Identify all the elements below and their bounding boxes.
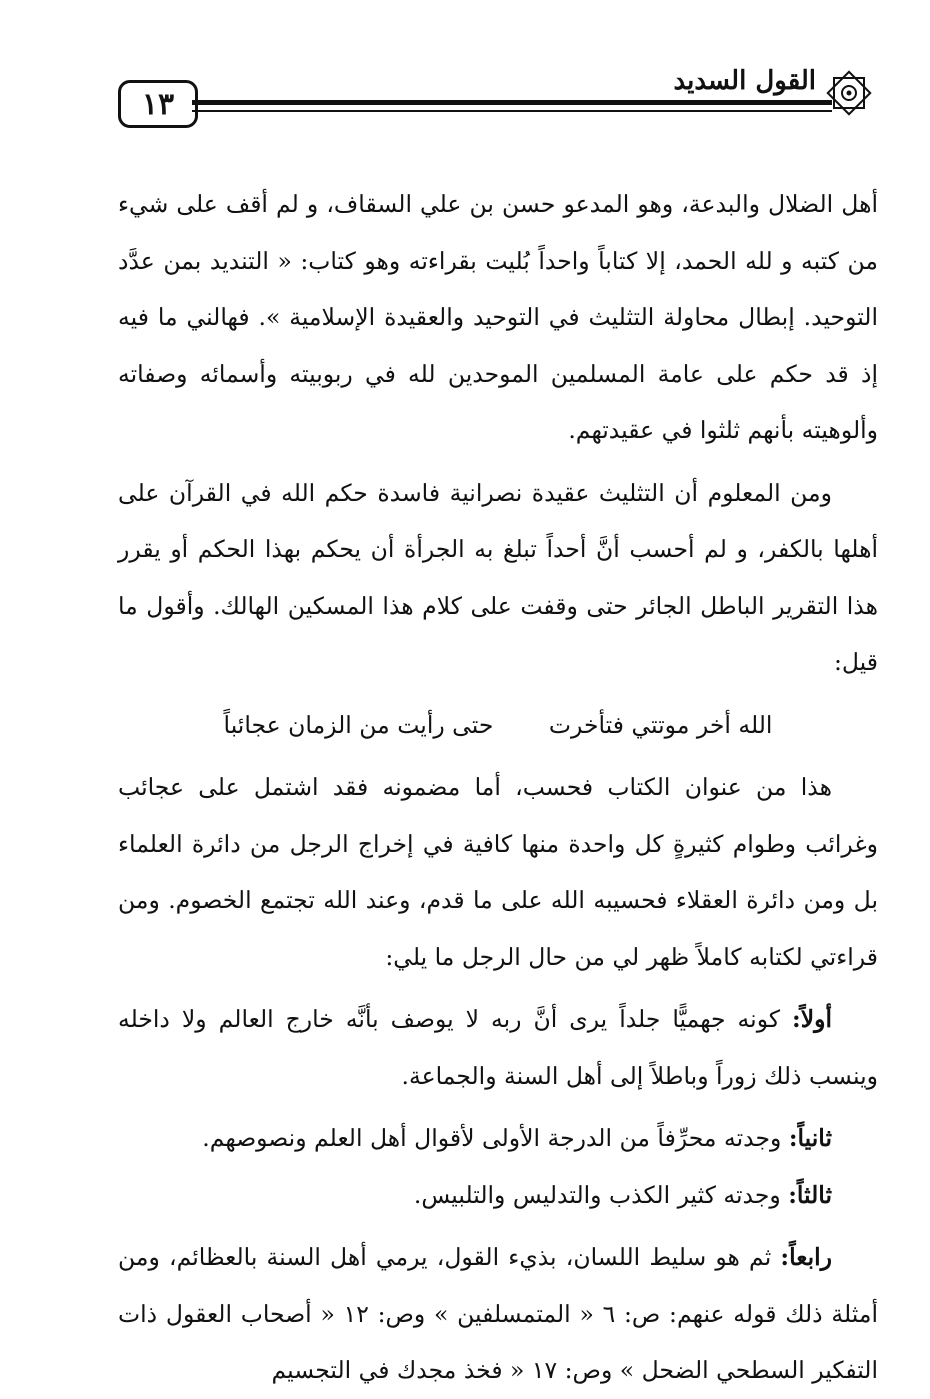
page-header	[118, 64, 878, 144]
poetry-verse	[118, 697, 878, 754]
list-item-first	[118, 991, 878, 1104]
list-label-second: ثانياً:	[788, 1124, 832, 1152]
verse-first-hemistich: الله أخر موتتي فتأخرت	[548, 710, 773, 739]
paragraph-trinity: ومن المعلوم أن التثليث عقيدة نصرانية فاسدة حكم الله في القرآن على أهلها بالكفر، و لم أحسب أنَّ أحداً تبلغ به الجرأة أن يحكم بهذا الحكم أو يقرر هذا التقرير الباطل الجائر حتى وقفت على كلام هذا المسكين الهالك. وأقول ما قيل:	[118, 478, 878, 676]
header-rule	[192, 100, 832, 105]
list-text-third: وجدته كثير الكذب والتدليس والتلبيس.	[413, 1180, 789, 1209]
list-label-first: أولاً:	[792, 1005, 832, 1033]
star-ornament-icon	[820, 64, 878, 122]
paragraph-book-contents: هذا من عنوان الكتاب فحسب، أما مضمونه فقد اشتمل على عجائب وغرائب وطوام كثيرةٍ كل واحدة منها كافية في إخراج الرجل من دائرة العلماء بل ومن دائرة العقلاء فحسيبه الله على ما قدم، وعند الله تجتمع الخصوم. ومن قراءتي لكتابه كاملاً ظهر لي من حال الرجل ما يلي:	[118, 773, 878, 971]
list-label-third: ثالثاً:	[788, 1180, 832, 1209]
header-rule-thin	[192, 110, 832, 112]
page-body	[118, 176, 878, 1399]
list-item-fourth	[118, 1229, 878, 1399]
page-number: ١٣	[118, 80, 198, 128]
list-label-fourth: رابعاً:	[780, 1243, 832, 1271]
book-title: القول السديد	[673, 66, 816, 96]
list-text-second: وجدته محرِّفاً من الدرجة الأولى لأقوال أهل العلم ونصوصهم.	[202, 1124, 789, 1152]
list-text-first: كونه جهميًّا جلداً يرى أنَّ ربه لا يوصف بأنَّه خارج العالم ولا داخله وينسب ذلك زوراً وباطلاً إلى أهل السنة والجماعة.	[118, 1005, 878, 1090]
list-item-second	[118, 1110, 878, 1167]
verse-second-hemistich: حتى رأيت من الزمان عجائباً	[223, 710, 494, 739]
paragraph-intro: أهل الضلال والبدعة، وهو المدعو حسن بن علي السقاف، و لم أقف على شيء من كتبه و لله الحمد، إلا كتاباً واحداً بُليت بقراءته وهو كتاب: « التنديد بمن عدَّد التوحيد. إبطال محاولة التثليث في التوحيد والعقيدة الإسلامية ». فهالني ما فيه إذ قد حكم على عامة المسلمين الموحدين لله في ربوبيته وأسمائه وصفاته وألوهيته بأنهم ثلثوا في عقيدتهم.	[118, 190, 878, 444]
list-item-third	[118, 1167, 878, 1224]
list-text-fourth: ثم هو سليط اللسان، بذيء القول، يرمي أهل السنة بالعظائم، ومن أمثلة ذلك قوله عنهم: ص: ٦ « المتمسلفين » وص: ١٢ « أصحاب العقول ذات التفكير السطحي الضحل » وص: ١٧ « فخذ مجدك في التجسيم	[118, 1243, 878, 1384]
